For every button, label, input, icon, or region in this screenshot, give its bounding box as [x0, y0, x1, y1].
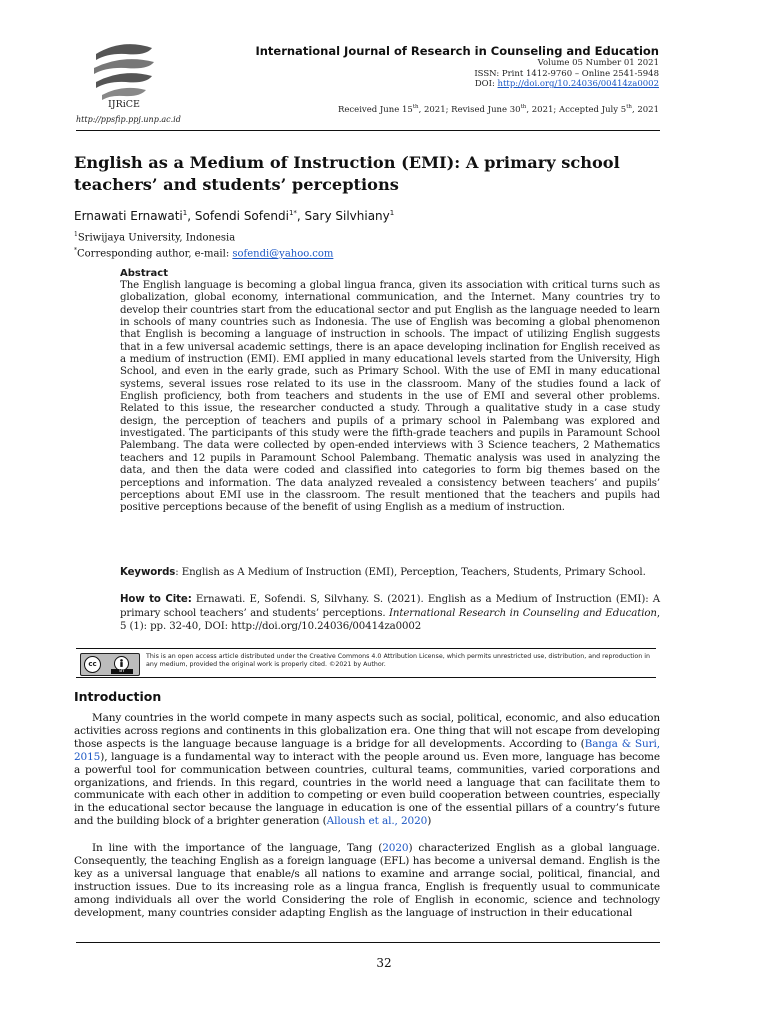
author-name: Ernawati Ernawati	[74, 209, 183, 223]
citation-link[interactable]: 2020	[382, 842, 409, 854]
logo-text: IJRiCE	[108, 99, 140, 110]
abstract-text: The English language is becoming a global lingua franca, given its association with critical turns such as globalization, global economy, international communication, and the Internet. Many countries try to develop their countries start from the educational sector and put English as the language needed to learn in schools of many countries such as Indonesia. The use of English was becoming a global phenomenon that English is becoming a language of instruction in schools. The impact of utilizing English suggests that in a few universal academic settings, there is an apace developing inclination for English received as a medium of instruction (EMI). EMI applied in many educational levels started from the University, High School, and even in the early grade, such as Primary School. With the use of EMI in many educational systems, several issues rose related to its use in the classroom. Many of the studies found a lack of English proficiency, both from teachers and students in the use of EMI and several other problems. Related to this issue, the researcher conducted a study. Through a qualitative study in a case study design, the perception of teachers and pupils of a primary school in Palembang was explored and investigated. The participants of this study were the fifth-grade teachers and pupils in Paramount School Palembang. The data were collected by open-ended interviews with 3 Science teachers, 2 Mathematics teachers and 12 pupils in Paramount School Palembang. Thematic analysis was used in analyzing the data, and then the data were coded and classified into categories to form big themes based on the perceptions and information. The data analyzed revealed a consistency between teachers’ and pupils’ perceptions about EMI use in the classroom. The result mentioned that the teachers and pupils had positive perceptions because of the benefit of using English as a medium of instruction.	[120, 280, 660, 514]
doi	[255, 79, 659, 90]
cite-rest: , 5 (1): pp. 32-40, DOI: http://doi.org/10.24036/00414za0002	[120, 607, 660, 632]
abstract	[120, 268, 660, 515]
text-run: )	[427, 815, 432, 828]
affiliation-sup: 1	[74, 231, 78, 238]
abstract-heading: Abstract	[120, 268, 169, 279]
affiliations	[74, 228, 333, 261]
introduction-heading: Introduction	[74, 689, 162, 704]
cc-icon: cc	[84, 656, 101, 673]
citation-link[interactable]: Alloush et al., 2020	[326, 815, 428, 828]
doi-label: DOI:	[474, 79, 498, 90]
text-run: ) characterized English as a global language. Consequently, the teaching English as a foreign language (EFL) has become a universal demand. English is the key as a universal language that enable/s all nations to examine and arrange social, political, financial, and instruction issues. Due to its increasing role as a lingua franca, English is frequently usual to communicate among individuals all over the world Considering the role of English in economic, science and technology development, many countries consider adapting English as the language of instruction in their educational	[74, 842, 660, 919]
intro-paragraph-2	[74, 842, 660, 919]
header-rule	[76, 130, 660, 131]
corresponding-label: Corresponding author, e-mail:	[77, 248, 233, 260]
author-name: Sary Silvhiany	[304, 209, 390, 223]
cite-label: How to Cite:	[120, 594, 192, 605]
cc-by-badge[interactable]	[80, 653, 140, 676]
keywords-text: : English as A Medium of Instruction (EMI), Perception, Teachers, Students, Primary School.	[175, 567, 646, 578]
author-sup: 1	[389, 209, 395, 217]
license-rule-bottom	[76, 677, 656, 678]
cite-text: Ernawati. E, Sofendi. S, Silvhany. S. (2021). English as a Medium of Instruction (EMI): A primary school teachers’ and students’ perceptions.	[120, 594, 660, 619]
intro-paragraph-1	[74, 712, 660, 828]
page-number: 32	[376, 956, 392, 970]
email-link[interactable]: sofendi@yahoo.com	[232, 248, 334, 260]
keywords-label: Keywords	[120, 567, 176, 578]
by-label: BY	[111, 669, 133, 674]
license-rule-top	[76, 648, 656, 649]
corresponding-sup: *	[74, 247, 77, 255]
received-dates: Received June 15th, 2021; Revised June 30th, 2021; Accepted July 5th, 2021	[337, 104, 659, 115]
text-run: In line with the importance of the language, Tang (	[92, 842, 383, 854]
journal-title: International Journal of Research in Counseling and Education	[255, 44, 659, 58]
affiliation: Sriwijaya University, Indonesia	[77, 232, 236, 244]
how-to-cite	[120, 593, 660, 634]
author-sup: 1	[182, 209, 188, 217]
keywords	[120, 567, 660, 578]
site-url[interactable]: http://ppsfip.ppj.unp.ac.id	[76, 115, 181, 124]
author-name: Sofendi Sofendi	[194, 209, 289, 223]
article-title: English as a Medium of Instruction (EMI): A primary school teachers’ and students’ perceptions	[74, 153, 620, 194]
cite-journal: International Research in Counseling and Education	[389, 607, 657, 619]
text-run: ), language is a fundamental way to interact with the people around us. Even more, language has become a powerful tool for communication between countries, cultural teams, communities, varied corporations and organizations, and friends. In this regard, countries in the world need a language that can facilitate them to communicate with each other in addition to competing or even build cooperation between countries, especially in the educational sector because the language in education is one of the essential pillars of a country’s future and the building block of a brighter generation (	[74, 750, 660, 828]
doi-link[interactable]: http://doi.org/10.24036/00414za0002	[497, 79, 659, 90]
footer-rule	[76, 942, 660, 943]
text-run: Many countries in the world compete in many aspects such as social, political, economic, and also education activities across regions and continents in this globalization era. One thing that will not escape from developing those aspects is the language because language is a bridge for all developments. According to (	[74, 712, 660, 750]
citation-link[interactable]: Banga & Suri, 2015	[74, 737, 660, 763]
authors: Ernawati Ernawati$^1$, Sofendi Sofendi$^{1*}$, Sary Silvhiany$^1$	[74, 209, 395, 223]
author-sup: 1*	[288, 209, 297, 217]
issn: ISSN: Print 1412-9760 – Online 2541-5948	[474, 68, 659, 79]
license-text: This is an open access article distributed under the Creative Commons 4.0 Attribution License, which permits unrestricted use, distribution, and reproduction in any medium, provided the original work is properly cited. ©2021 by Author.	[146, 653, 650, 669]
volume: Volume 05 Number 01 2021	[537, 58, 659, 68]
journal-info	[255, 44, 659, 90]
